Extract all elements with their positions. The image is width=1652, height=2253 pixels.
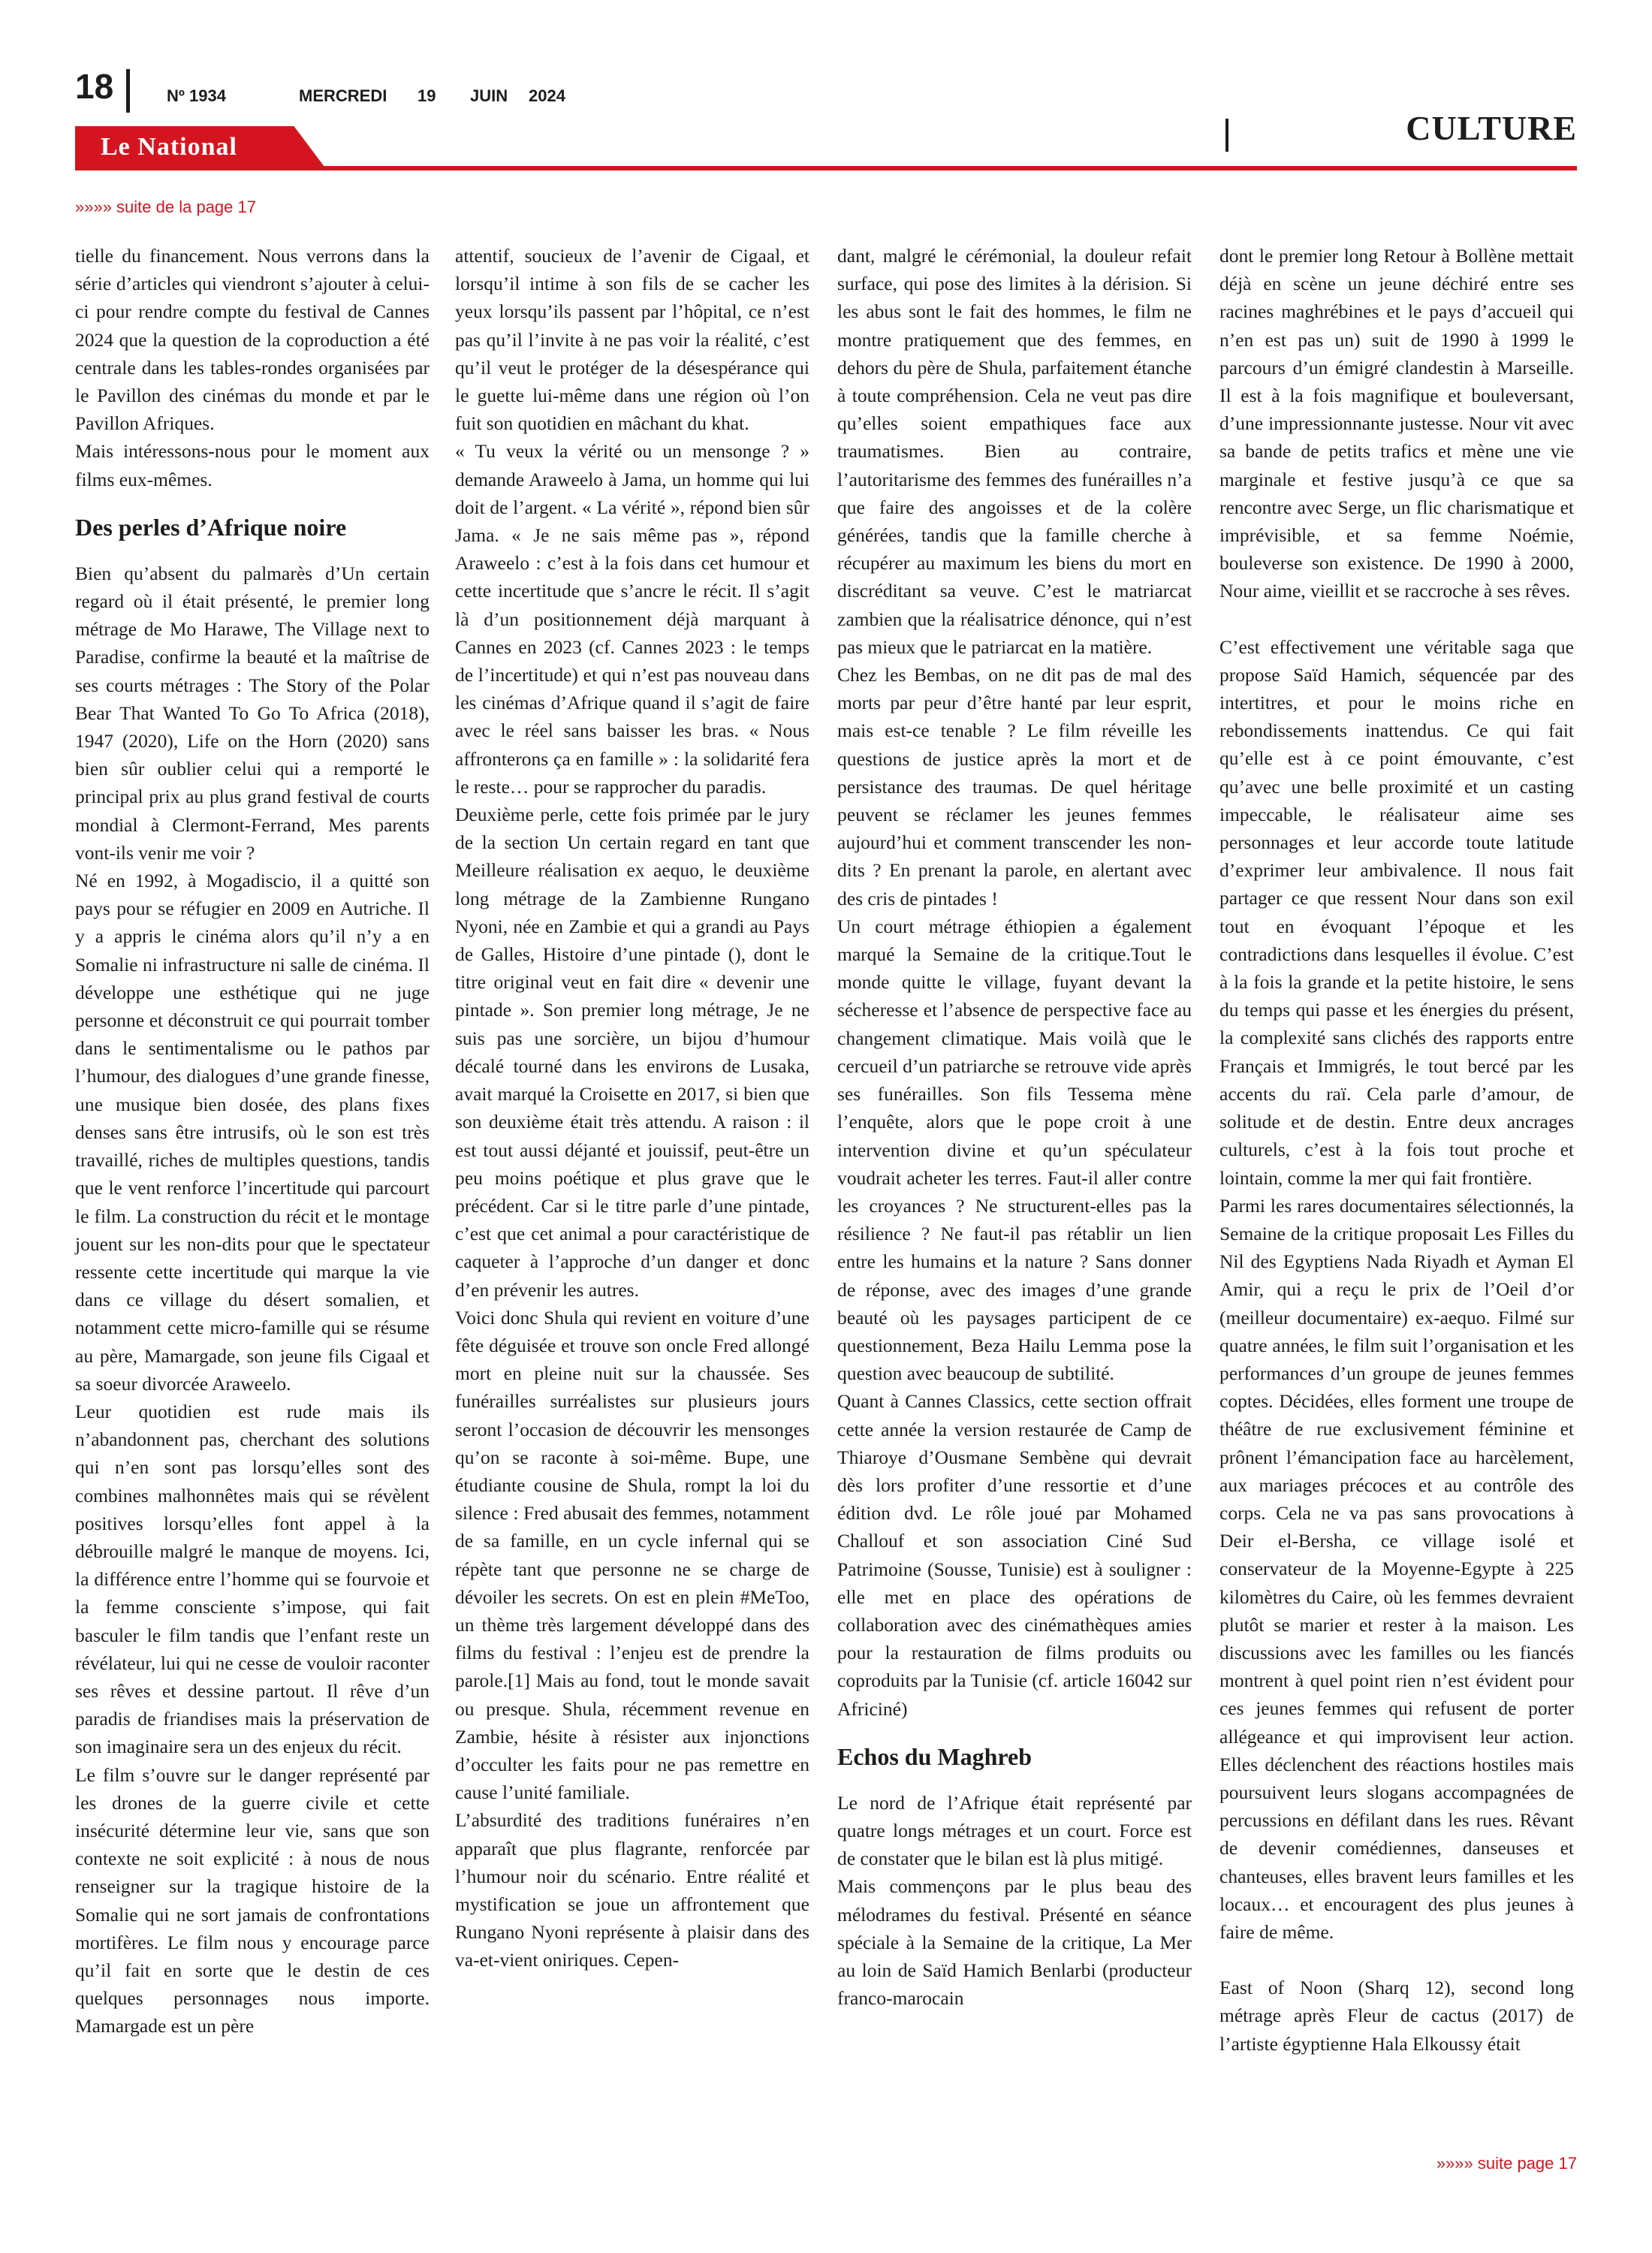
article-paragraph: Le nord de l’Afrique était représenté par quatre longs métrages et un court. Force est de constater que le bilan est là plus mitigé.	[837, 1791, 1192, 1870]
article-paragraph: dont le premier long Retour à Bollène mettait déjà en scène un jeune déchiré entre ses racines maghrébines et le pays d’accueil qui n’en est pas un) suit de 1990 à 1999 le parcours d’un émigré clandestin à Marseille. Il est à la fois magnifique et bouleversant, d’une impressionnante justesse. Nour vit avec sa bande de petits trafics et mène une vie marginale et festive jusqu’à ce que sa rencontre avec Serge, un flic charismatique et imprévisible, et sa femme Noémie, bouleverse son existence. De 1990 à 2000, Nour aime, vieillit et se raccroche à ses rêves.	[1219, 245, 1574, 602]
date-weekday: MERCREDI	[299, 86, 387, 105]
article-column-3	[837, 242, 1192, 2012]
article-paragraph: dant, malgré le cérémonial, la douleur refait surface, qui pose des limites à la dérision. Si les abus sont le fait des hommes, le film ne montre pratiquement que des femmes, en dehors du père de Shula, parfaitement étanche à toute compréhension. Cela ne veut pas dire qu’elles soient empathiques face aux traumatismes. Bien au contraire, l’autoritarisme des femmes des funérailles n’a que faire des angoisses et de la colère générées, tandis que la famille cherche à récupérer au maximum les biens du mort en discréditant sa veuve. C’est le matriarcat zambien que la réalisatrice dénonce, qui n’est pas mieux que le patriarcat en la matière.	[837, 245, 1192, 658]
article-paragraph: Deuxième perle, cette fois primée par le jury de la section Un certain regard en tant que Meilleure réalisation ex aequo, le deuxième long métrage de la Zambienne Rungano Nyoni, née en Zambie et qui a grandi au Pays de Galles, Histoire d’une pintade (), dont le titre original veut en fait dire « devenir une pintade ». Son premier long métrage, Je ne suis pas une sorcière, un bijou d’humour décalé tourné dans les environs de Lusaka, avait marqué la Croisette en 2017, si bien que son deuxième était très attendu. A raison : il est tout aussi déjanté et jouissif, peut-être un peu moins poétique et plus grave que le précédent. Car si le titre parle d’une pintade, c’est que cet animal a pour caractéristique de caqueter à l’approche d’un danger et donc d’en prévenir les autres.	[455, 804, 809, 1301]
section-heading: Des perles d’Afrique noire	[75, 513, 347, 541]
article-paragraph: Bien qu’absent du palmarès d’Un certain regard où il était présenté, le premier long métrage de Mo Harawe, The Village next to Paradise, confirme la beauté et la maîtrise de ses courts métrages : The Story of the Polar Bear That Wanted To Go To Africa (2018), 1947 (2020), Life on the Horn (2020) sans bien sûr oublier celui qui a remporté le principal prix au plus grand festival de courts mondial à Clermont-Ferrand, Mes parents vont-ils venir me voir ?	[75, 562, 430, 864]
page-number: 18	[75, 67, 114, 106]
article-paragraph: L’absurdité des traditions funéraires n’en apparaît que plus flagrante, renforcée par l’humour noir du scénario. Entre réalité et mystification se joue un affrontement que Rungano Nyoni représente à plaisir dans des va-et-vient oniriques. Cepen-	[455, 1809, 809, 1971]
paragraph-spacer	[1219, 605, 1574, 633]
article-paragraph: Parmi les rares documentaires sélectionnés, la Semaine de la critique proposait Les Filles du Nil des Egyptiens Nada Riyadh et Ayman El Amir, qui a reçu le prix de l’Oeil d’or (meilleur documentaire) ex-aequo. Filmé sur quatre années, le film suit l’organisation et les performances d’un groupe de jeunes femmes coptes. Décidées, elles forment une troupe de théâtre de rue exclusivement féminine et prônent l’émancipation face au harcèlement, aux mariages précoces et au contrôle des corps. Cela ne va pas sans provocations à Deir el-Bersha, ce village isolé et conservateur de la Moyenne-Egypte à 225 kilomètres du Caire, où les femmes devraient plutôt se marier et rester à la maison. Les discussions avec les familles ou les fiancés montrent à quel point rien n’est évident pour ces jeunes femmes qui refusent de porter allégeance et qui improvisent leur action. Elles déclenchent des réactions hostiles mais poursuivent leurs slogans accompagnées de percussions en défilant dans les rues. Rêvant de devenir comédiennes, danseuses et chanteuses, elles bravent leurs familles et les locaux… et encouragent des plus jeunes à faire de même.	[1219, 1194, 1574, 1943]
article-paragraph: Un court métrage éthiopien a également marqué la Semaine de la critique.Tout le monde quitte le village, fuyant devant la sécheresse et l’absence de perspective face au changement climatique. Mais voilà que le cercueil d’un patriarche se retrouve vide après ses funérailles. Son fils Tessema mène l’enquête, alors que le pope croit à une intervention divine et qu’un spéculateur voudrait acheter les terres. Faut-il aller contre les croyances ? Ne structurent-elles pas la résilience ? Ne faut-il pas rétablir un lien entre les humains et la nature ? Sans donner de réponse, avec des images d’une grande beauté où les paysages participent de ce questionnement, Beza Hailu Lemma pose la question avec beaucoup de subtilité.	[837, 915, 1192, 1385]
page-number-divider	[126, 69, 130, 113]
article-paragraph: East of Noon (Sharq 12), second long métrage après Fleur de cactus (2017) de l’artiste égyptienne Hala Elkoussy était	[1219, 1977, 1574, 2055]
article-column-4	[1219, 242, 1574, 2058]
article-paragraph: Quant à Cannes Classics, cette section offrait cette année la version restaurée de Camp de Thiaroye d’Ousmane Sembène qui devrait dès lors profiter d’une ressortie et d’une édition dvd. Le rôle joué par Mohamed Challouf et son association Ciné Sud Patrimoine (Sousse, Tunisie) est à souligner : elle met en place des opérations de collaboration avec des cinémathèques amies pour la restauration de films produits ou coproduits par la Tunisie (cf. article 16042 sur Africiné)	[837, 1390, 1192, 1720]
section-title: CULTURE	[1406, 109, 1577, 147]
date-month: JUIN	[470, 86, 508, 105]
continued-to: »»»» suite page 17	[1436, 2154, 1577, 2173]
article-paragraph: Chez les Bembas, on ne dit pas de mal des morts par peur d’être hanté par leur esprit, mais est-ce tenable ? Le film réveille les questions de justice après la mort et de persistance des traumas. De quel héritage peuvent se réclamer les jeunes femmes aujourd’hui et comment transcender les non-dits ? En prenant la parole, en alertant avec des cris de pintades !	[837, 664, 1192, 909]
date-day: 19	[418, 86, 436, 105]
article-paragraph: C’est effectivement une véritable saga que propose Saïd Hamich, séquencée par des intertitres, et pour le moins riche en rebondissements inattendus. Ce qui fait qu’elle est à ce point émouvante, c’est qu’avec une belle proximité et un casting impeccable, le réalisateur aime ses personnages et leur accorde toute latitude d’exprimer leur ambivalence. Il nous fait partager ce que ressent Nour dans son exil tout en évoquant l’époque et les contradictions dans lesquelles il évolue. C’est à la fois la grande et la petite histoire, le sens du temps qui passe et les énergies du présent, la complexité sans clichés des rapports entre Français et Immigrés, le tout bercé par les accents du raï. Cela parle d’amour, de solitude et de destin. Entre deux ancrages culturels, c’est à la fois tout proche et lointain, comme la mer qui fait frontière.	[1219, 635, 1574, 1189]
article-paragraph: Né en 1992, à Mogadiscio, il a quitté son pays pour se réfugier en 2009 en Autriche. Il y a appris le cinéma alors qu’il n’y a en Somalie ni infrastructure ni salle de cinéma. Il développe une esthétique qui ne juge personne et déconstruit ce qui pourrait tomber dans le sentimentalisme ou le pathos par l’humour, des dialogues d’une grande finesse, une musique bien dosée, des plans fixes denses sans être intrusifs, où le son est très travaillé, riches de multiples questions, tandis que le vent renforce l’incertitude qui parcourt le film. La construction du récit et le montage jouent sur les non-dits pour que le spectateur ressente cette incertitude qui marque la vie dans ce village du désert somalien, et notamment cette micro-famille qui se résume au père, Mamargade, son jeune fils Cigaal et sa soeur divorcée Araweelo.	[75, 870, 430, 1395]
article-paragraph: « Tu veux la vérité ou un mensonge ? » demande Araweelo à Jama, un homme qui lui doit de l’argent. « La vérité », répond bien sûr Jama. « Je ne sais même pas », répond Araweelo : c’est à la fois dans cet humour et cette incertitude que s’ancre le récit. Il s’agit là d’un positionnement déjà marquant à Cannes en 2023 (cf. Cannes 2023 : le temps de l’incertitude) et qui n’est pas nouveau dans les cinémas d’Afrique quand il s’agit de faire avec le réel sans baisser les bras. « Nous affronterons ça en famille » : la solidarité fera le reste… pour se rapprocher du paradis.	[455, 440, 809, 798]
continued-from: »»»» suite de la page 17	[75, 198, 256, 216]
article-column-1	[75, 242, 430, 2040]
newspaper-logo: Le National	[101, 133, 237, 161]
article-paragraph: Mais commençons par le plus beau des mélodrames du festival. Présenté en séance spéciale à la Semaine de la critique, La Mer au loin de Saïd Hamich Benlarbi (producteur franco-marocain	[837, 1875, 1192, 2010]
paragraph-spacer	[1219, 1946, 1574, 1974]
article-paragraph: tielle du financement. Nous verrons dans la série d’articles qui viendront s’ajouter à celui-ci pour rendre compte du festival de Cannes 2024 que la question de la coproduction a été centrale dans les tables-rondes organisées par le Pavillon des cinémas du monde et par le Pavillon Afriques.	[75, 245, 430, 435]
article-paragraph: Le film s’ouvre sur le danger représenté par les drones de la guerre civile et cette insécurité détermine leur vie, sans que son contexte ne soit explicité : à nous de nous renseigner sur la tragique histoire de la Somalie qui ne sort jamais de confrontations mortifères. Le film nous y encourage parce qu’il fait en sorte que le destin de ces quelques personnages nous importe. Mamargade est un père	[75, 1763, 430, 2037]
date-year: 2024	[529, 86, 565, 105]
article-paragraph: Leur quotidien est rude mais ils n’abandonnent pas, cherchant des solutions qui n’en sont pas lorsqu’elles sont des combines malhonnêtes mais qui se révèlent positives lorsqu’elles font appel à la débrouille malgré le manque de moyens. Ici, la différence entre l’homme qui se fourvoie et la femme consciente s’impose, qui fait basculer le film tandis que l’enfant reste un révélateur, lui qui ne cesse de vouloir raconter ses rêves et dessine partout. Il rêve d’un paradis de friandises mais la préservation de son imaginaire sera un des enjeux du récit.	[75, 1400, 430, 1758]
section-heading: Echos du Maghreb	[837, 1742, 1032, 1770]
article-paragraph: Mais intéressons-nous pour le moment aux films eux-mêmes.	[75, 440, 430, 490]
article-column-2	[455, 242, 809, 1974]
article-paragraph: attentif, soucieux de l’avenir de Cigaal, et lorsqu’il intime à son fils de se cacher les yeux lorsqu’ils passent par l’hôpital, ce n’est pas qu’il l’invite à ne pas voir la réalité, c’est qu’il veut le protéger de la désespérance qui le guette lui-même dans une région où l’on fuit son quotidien en mâchant du khat.	[455, 245, 809, 435]
article-paragraph: Voici donc Shula qui revient en voiture d’une fête déguisée et trouve son oncle Fred allongé mort en pleine nuit sur la chaussée. Ses funérailles surréalistes sur plusieurs jours seront l’occasion de découvrir les mensonges qu’on se raconte à soi-même. Bupe, une étudiante cousine de Shula, rompt la loi du silence : Fred abusait des femmes, notamment de sa famille, en un cycle infernal qui se répète tant que personne ne se charge de dévoiler les secrets. On est en plein #MeToo, un thème très largement développé dans des films du festival : l’enjeu est de prendre la parole.[1] Mais au fond, tout le monde savait ou presque. Shula, récemment revenue en Zambie, hésite à résister aux injonctions d’occulter les faits pour ne pas remettre en cause l’unité familiale.	[455, 1306, 809, 1804]
issue-number: Nº 1934	[167, 86, 226, 105]
section-divider	[1225, 119, 1228, 152]
